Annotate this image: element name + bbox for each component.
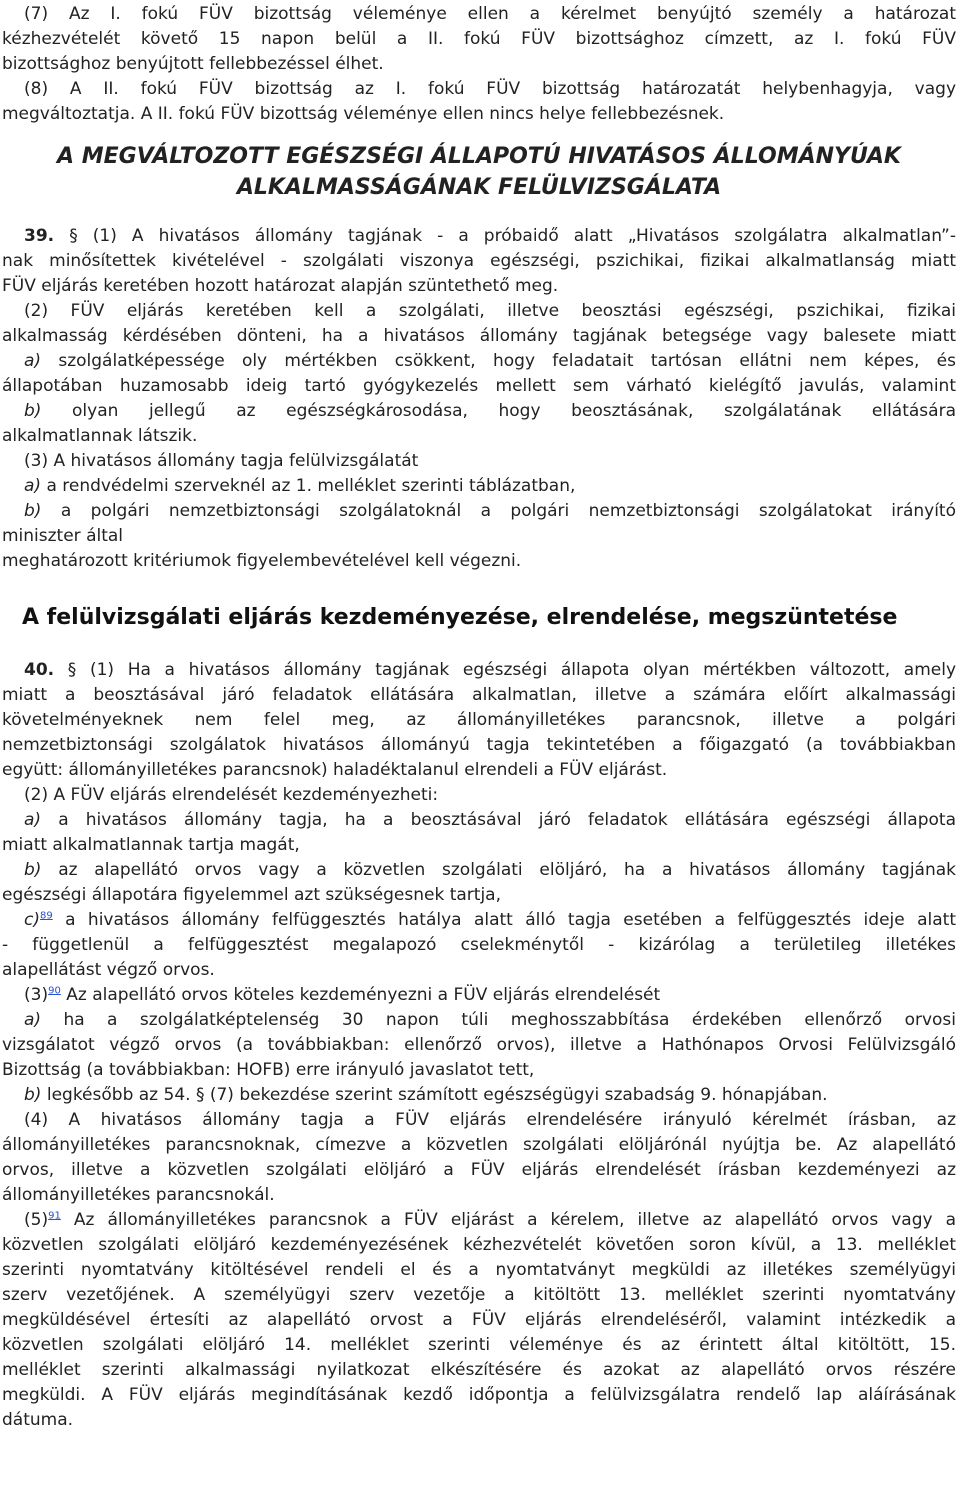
text-line: [2, 1208, 956, 1233]
text-line: (3) A hivatásos állomány tagja felülvizsgálatát: [24, 451, 419, 471]
list-letter: a): [24, 351, 42, 371]
text-line: megváltoztatja. A II. fokú FÜV bizottság véleménye ellen nincs helye fellebbezésnek.: [2, 104, 725, 124]
text-line: (2) FÜV eljárás keretében kell a szolgálati, illetve beosztási egészségi, pszichikai, fizikai: [24, 301, 956, 321]
text-line: [2, 983, 956, 1008]
text-run: legkésőbb az 54. § (7) bekezdése szerint számított egészségügyi szabadság 9. hónapjában.: [46, 1085, 828, 1105]
text-line: [2, 1083, 956, 1108]
list-letter: b): [24, 860, 42, 880]
subheading: A felülvizsgálati eljárás kezdeményezése, elrendelése, megszüntetése: [22, 605, 898, 630]
text-line: alkalmasság kérdésében dönteni, ha a hivatásos állomány tagjának betegsége vagy balesete miatt: [2, 326, 956, 346]
footnote-link[interactable]: 90: [48, 985, 61, 997]
text-run: szolgálatképessége oly mértékben csökkent, hogy feladatait tartósan ellátni nem képes, és: [58, 351, 956, 371]
list-letter: b): [24, 1085, 42, 1105]
text-line: (2) A FÜV eljárás elrendelését kezdeményezheti:: [24, 785, 439, 805]
text-line: melléklet szerinti alkalmassági nyilatkozat elkészítésére és azokat az alapellátó orvos részére: [2, 1360, 956, 1380]
section-number: 39.: [24, 226, 55, 246]
text-line: [2, 399, 956, 424]
section-title: [2, 141, 956, 203]
text-line: közvetlen szolgálati elöljáró kezdeményezésének kézhezvételét követően soron kívül, a 13. melléklet: [2, 1235, 956, 1255]
text-line: - függetlenül a felfüggesztést megalapozó cselekménytől - kizárólag a területileg illetékes: [2, 935, 956, 955]
text-line: [2, 858, 956, 883]
section-title-line-2: ALKALMASSÁGÁNAK FELÜLVIZSGÁLATA: [236, 175, 722, 200]
text-run: a hivatásos állomány felfüggesztés hatálya alatt álló tagja esetében a felfüggesztés ideje alatt: [65, 910, 956, 930]
text-line: bizottsághoz benyújtott fellebbezéssel élhet.: [2, 54, 384, 74]
text-line: [2, 224, 956, 249]
paragraph-block-7-8: [2, 2, 956, 127]
text-line: Bizottság (a továbbiakban: HOFB) erre irányuló javaslatot tett,: [2, 1060, 535, 1080]
text-line: nak minősítettek kivételével - szolgálati viszonya egészségi, pszichikai, fizikai alkalmatlanság miatt: [2, 251, 956, 271]
text-line: (8) A II. fokú FÜV bizottság az I. fokú FÜV bizottság határozatát helybenhagyja, vagy: [24, 79, 956, 99]
text-line: [2, 474, 956, 499]
footnote-link[interactable]: 89: [39, 910, 53, 922]
text-line: nemzetbiztonsági szolgálatok hivatásos állományú tagja tekintetében a főigazgató (a továbbiakban: [2, 735, 956, 755]
text-line: miatt a beosztásával járó feladatok ellátására alkalmatlan, illetve a számára előírt alkalmassági: [2, 685, 956, 705]
text-line: FÜV eljárás keretében hozott határozat alapján szüntethető meg.: [2, 276, 559, 296]
footnote-link[interactable]: 91: [48, 1210, 61, 1222]
text-line: együtt: állományilletékes parancsnok) haladéktalanul elrendeli a FÜV eljárást.: [2, 760, 668, 780]
text-run: § (1) Ha a hivatásos állomány tagjának egészségi állapota olyan mértékben változott, amely: [67, 660, 957, 680]
list-letter: a): [24, 1010, 42, 1030]
text-line: kézhezvételét követő 15 napon belül a II. fokú FÜV bizottsághoz címzett, az I. fokú FÜV: [2, 29, 956, 49]
text-line: meghatározott kritériumok figyelembevételével kell végezni.: [2, 551, 522, 571]
text-line: [2, 808, 956, 833]
text-line: dátuma.: [2, 1410, 74, 1430]
list-letter: b): [24, 501, 42, 521]
text-line: megküldésével értesíti az alapellátó orvost a FÜV eljárás elrendeléséről, valamint intézkedik a: [2, 1310, 956, 1330]
text-line: alapellátást végző orvos.: [2, 960, 215, 980]
text-line: állományilletékes parancsnoknak, címezve a közvetlen szolgálati elöljárónál nyújtja be. Az alapellátó: [2, 1135, 956, 1155]
text-line: követelményeknek nem felel meg, az állományilletékes parancsnok, illetve a polgári: [2, 710, 956, 730]
text-run: a polgári nemzetbiztonsági szolgálatoknál a polgári nemzetbiztonsági szolgálatokat irányító: [60, 501, 956, 521]
text-line: orvos, illetve a közvetlen szolgálati elöljáró a FÜV eljárás elrendelését írásban kezdeményezi az: [2, 1160, 956, 1180]
text-line: [2, 658, 956, 683]
text-line: [2, 349, 956, 374]
text-line: miatt alkalmatlannak tartja magát,: [2, 835, 300, 855]
text-run: Az alapellátó orvos köteles kezdeményezni a FÜV eljárás elrendelését: [66, 985, 661, 1005]
list-letter: a): [24, 476, 42, 496]
section-40: [2, 658, 956, 1433]
paragraph-number: (3): [24, 985, 49, 1005]
text-run: ha a szolgálatképtelenség 30 napon túli meghosszabbítása érdekében ellenőrző orvosi: [63, 1010, 957, 1030]
text-line: szerinti nyomtatvány kitöltésével rendeli el és a nyomtatványt megküldi az illetékes személyügyi: [2, 1260, 956, 1280]
text-line: [2, 908, 956, 933]
text-run: Az állományilletékes parancsnok a FÜV eljárást a kérelem, illetve az alapellátó orvos vagy a: [73, 1210, 956, 1230]
text-line: megküldi. A FÜV eljárás megindításának kezdő időpontja a felülvizsgálatra rendelő lap aláírásának: [2, 1385, 956, 1405]
text-line: egészségi állapotára figyelemmel azt szükségesnek tartja,: [2, 885, 501, 905]
section-39: [2, 224, 956, 574]
list-letter: b): [24, 401, 42, 421]
text-line: alkalmatlannak látszik.: [2, 426, 198, 446]
text-line: állományilletékes parancsnokál.: [2, 1185, 275, 1205]
paragraph-number: (5): [24, 1210, 49, 1230]
text-line: miniszter által: [2, 526, 124, 546]
text-line: (4) A hivatásos állomány tagja a FÜV eljárás elrendelésére irányuló kérelmét írásban, az: [24, 1110, 956, 1130]
text-line: szerv vezetőjének. A személyügyi szerv vezetője a kitöltött 13. melléklet szerinti nyomtatvány: [2, 1285, 956, 1305]
text-run: a hivatásos állomány tagja, ha a beosztásával járó feladatok ellátására egészségi állapota: [58, 810, 957, 830]
text-line: vizsgálatot végző orvos (a továbbiakban: ellenőrző orvos), illetve a Hathónapos Orvosi Felülvizsgáló: [2, 1035, 956, 1055]
text-run: a rendvédelmi szerveknél az 1. melléklet szerinti táblázatban,: [46, 476, 576, 496]
list-letter: a): [24, 810, 42, 830]
text-line: állapotában huzamosabb ideig tartó gyógykezelés mellett sem várható kielégítő javulás, valamint: [2, 376, 956, 396]
text-line: [2, 1008, 956, 1033]
text-line: [2, 499, 956, 524]
section-title-line-1: A MEGVÁLTOZOTT EGÉSZSÉGI ÁLLAPOTÚ HIVATÁSOS ÁLLOMÁNYÚAK: [57, 144, 901, 169]
text-line: (7) Az I. fokú FÜV bizottság véleménye ellen a kérelmet benyújtó személy a határozat: [24, 4, 956, 24]
text-run: olyan jellegű az egészségkárosodása, hogy beosztásának, szolgálatának ellátására: [72, 401, 956, 421]
text-line: közvetlen szolgálati elöljáró 14. melléklet szerinti véleménye és az érintett által kitöltött, 15.: [2, 1335, 956, 1355]
section-number: 40.: [24, 660, 55, 680]
text-run: az alapellátó orvos vagy a közvetlen szolgálati elöljáró, ha a hivatásos állomány tagjának: [58, 860, 956, 880]
list-letter: c): [24, 910, 40, 930]
text-run: § (1) A hivatásos állomány tagjának - a próbaidő alatt „Hivatásos szolgálatra alkalmatlan”-: [69, 226, 957, 246]
